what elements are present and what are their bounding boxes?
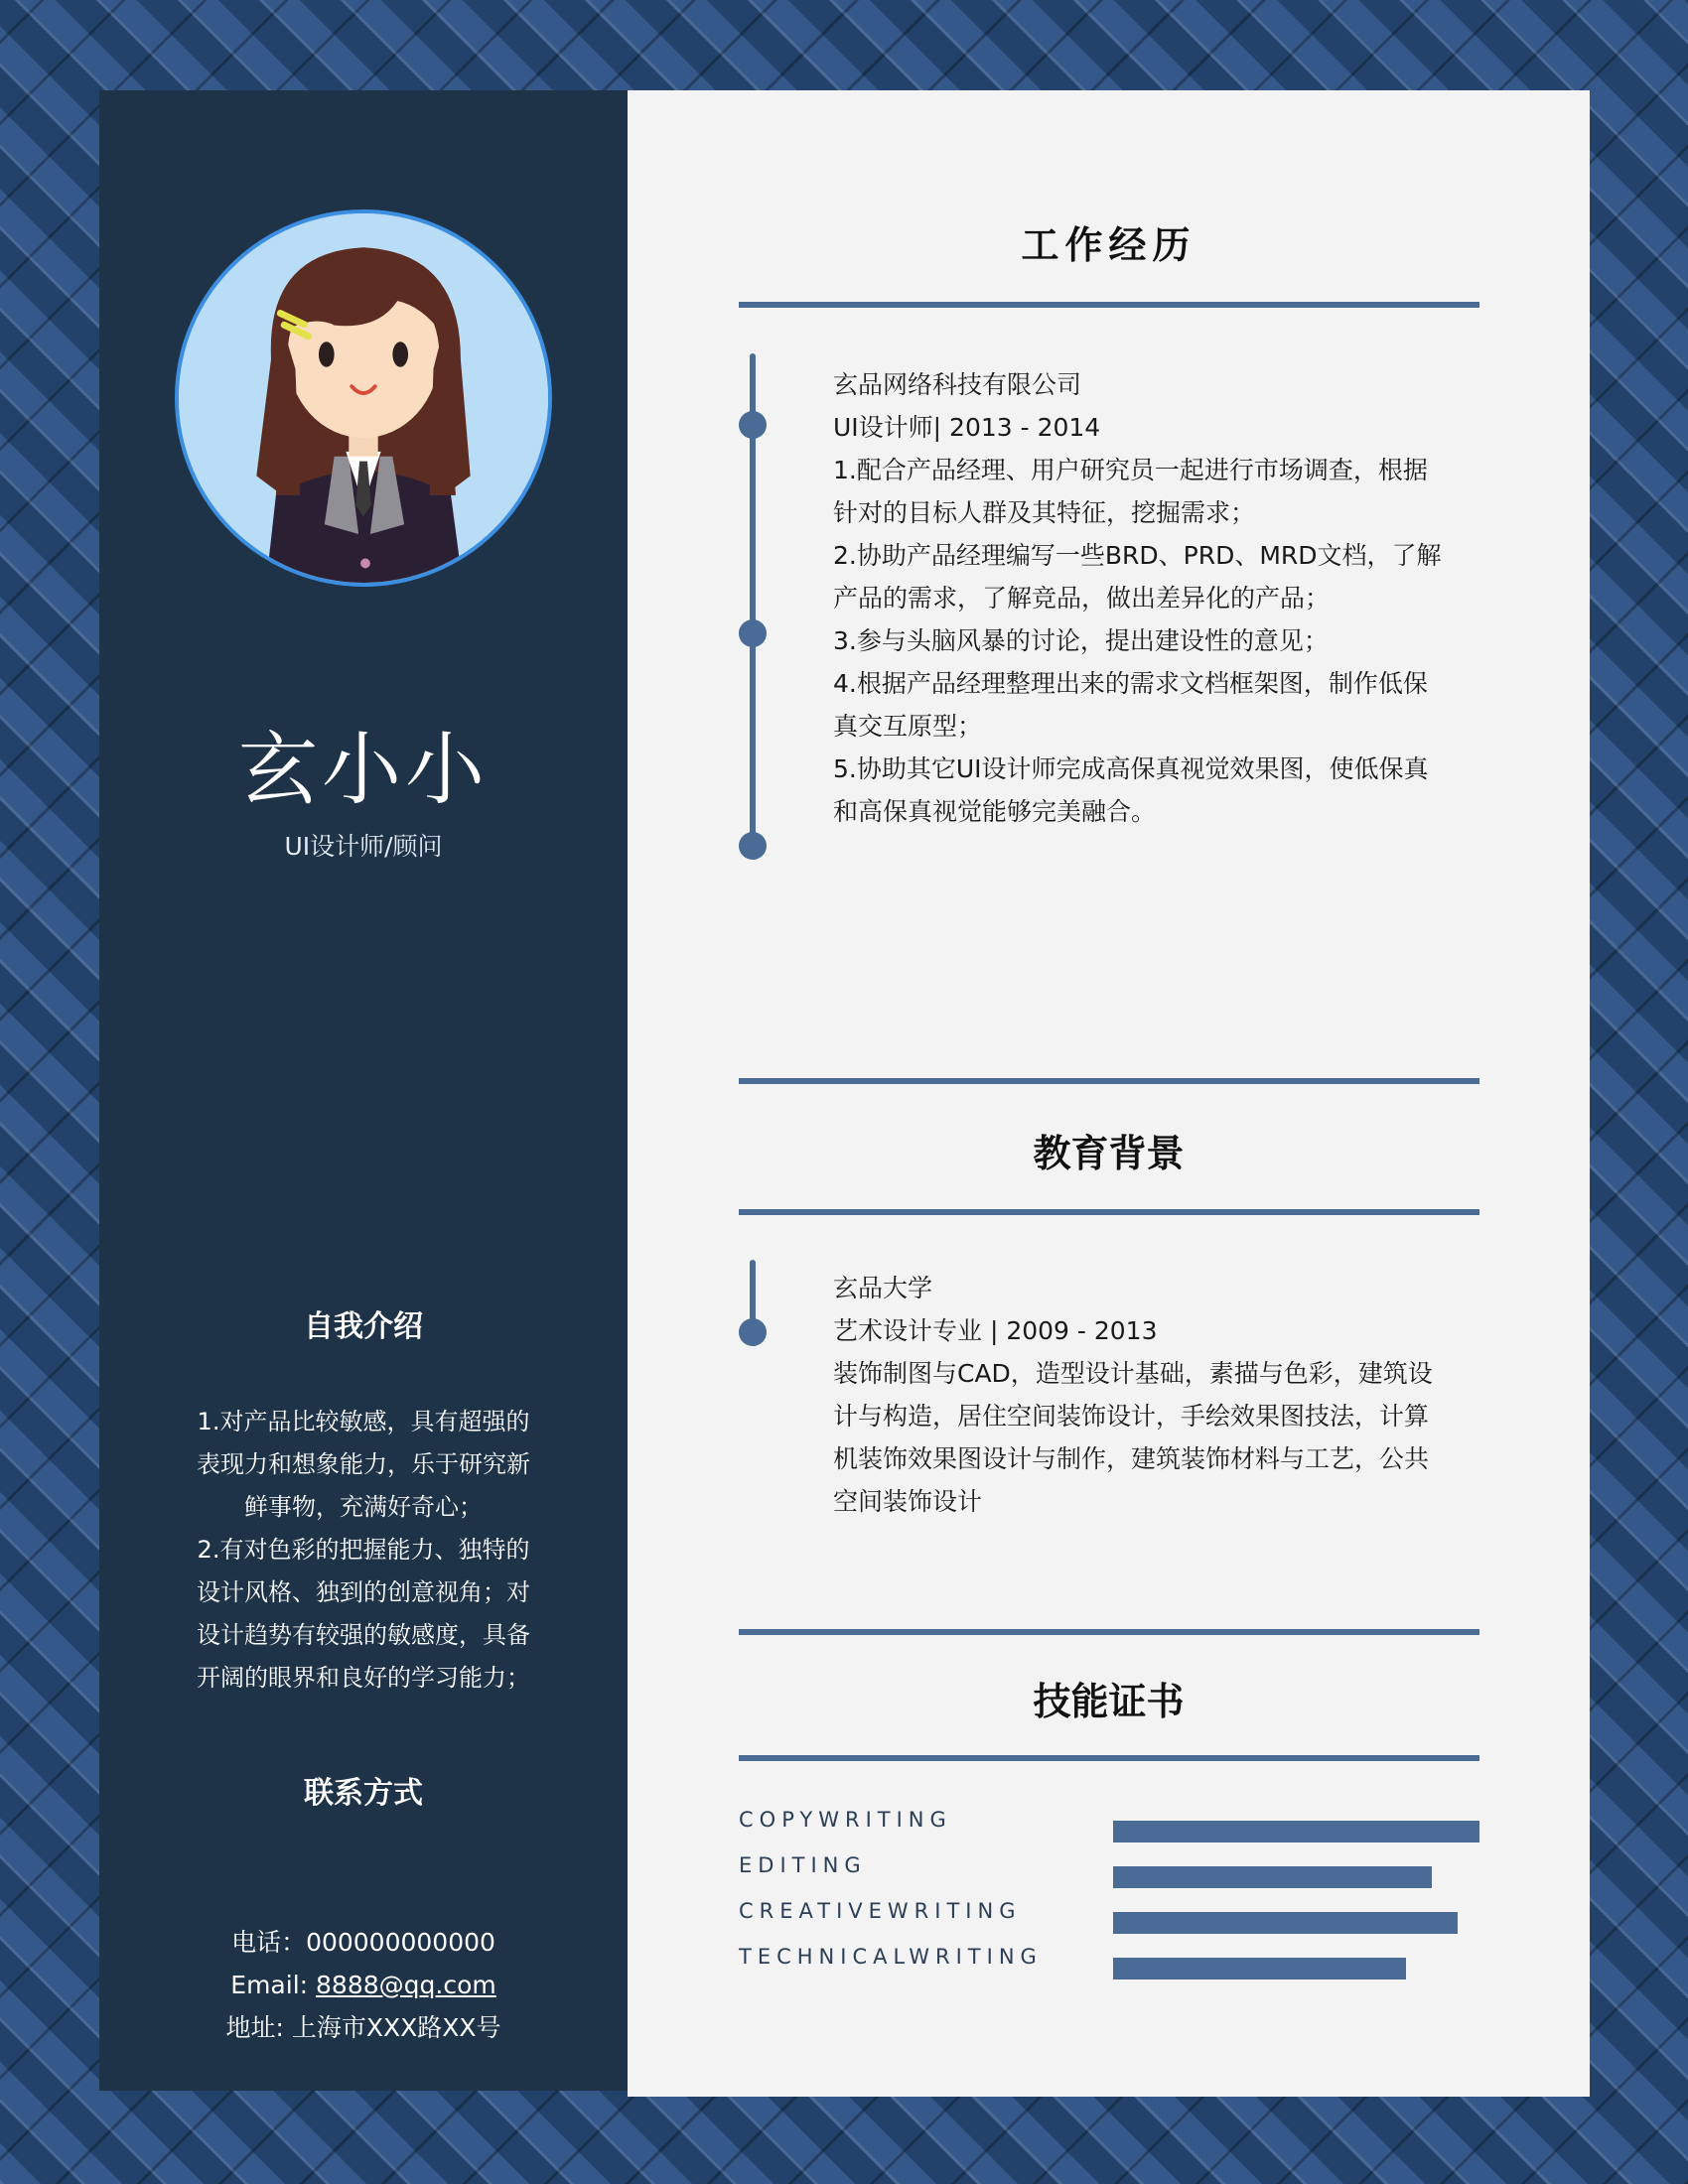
education-line: 机装饰效果图设计与制作，建筑装饰材料与工艺，公共 <box>833 1444 1430 1473</box>
work-line: 2.协助产品经理编写一些BRD、PRD、MRD文档，了解 <box>833 541 1442 570</box>
education-line: 装饰制图与CAD，造型设计基础，素描与色彩，建筑设 <box>833 1359 1433 1388</box>
skill-label-copywriting: COPYWRITING <box>739 1808 952 1832</box>
education-school: 玄品大学 <box>833 1274 933 1302</box>
work-line: 和高保真视觉能够完美融合。 <box>833 797 1157 826</box>
work-line: 针对的目标人群及其特征，挖掘需求； <box>833 498 1256 527</box>
work-line: 4.根据产品经理整理出来的需求文档框架图，制作低保 <box>833 669 1428 698</box>
skill-label-technicalwriting: TECHNICALWRITING <box>739 1945 1043 1969</box>
work-position: UI设计师| 2013 - 2014 <box>833 413 1101 442</box>
work-line: 3.参与头脑风暴的讨论，提出建设性的意见； <box>833 626 1329 655</box>
timeline-dot <box>739 832 767 860</box>
work-details <box>833 363 1449 833</box>
timeline-dot <box>739 619 767 647</box>
skills-heading: 技能证书 <box>1033 1680 1185 1723</box>
education-divider-top <box>739 1078 1479 1084</box>
work-line: 5.协助其它UI设计师完成高保真视觉效果图，使低保真 <box>833 754 1429 783</box>
intro-line: 设计风格、独到的创意视角；对 <box>197 1578 530 1606</box>
contact-phone: 电话：000000000000 <box>231 1928 495 1957</box>
work-line: 产品的需求，了解竞品，做出差异化的产品； <box>833 584 1331 613</box>
education-divider <box>739 1209 1479 1215</box>
skills-divider-top <box>739 1629 1479 1635</box>
sidebar <box>99 90 628 2091</box>
girl-avatar-icon <box>179 213 548 583</box>
work-divider <box>739 302 1479 308</box>
intro-line: 设计趋势有较强的敏感度，具备 <box>197 1621 530 1649</box>
profile-name: 玄小小 <box>238 724 489 816</box>
work-line: 真交互原型； <box>833 712 983 741</box>
skills-divider <box>739 1755 1479 1761</box>
skill-label-creativewriting: CREATIVEWRITING <box>739 1899 1022 1923</box>
intro-text <box>179 1401 548 1700</box>
skill-label-editing: EDITING <box>739 1853 867 1877</box>
intro-line: 鲜事物，充满好奇心； <box>244 1493 483 1521</box>
avatar <box>175 209 552 587</box>
skill-bar <box>1113 1866 1432 1888</box>
timeline-dot <box>739 411 767 439</box>
contact-email-link[interactable]: 8888@qq.com <box>316 1971 496 1999</box>
education-details <box>833 1267 1449 1523</box>
intro-heading: 自我介绍 <box>304 1309 423 1344</box>
work-company: 玄品网络科技有限公司 <box>833 370 1082 399</box>
skill-bar <box>1113 1958 1406 1979</box>
skill-bar <box>1113 1821 1479 1843</box>
work-heading: 工作经历 <box>1021 223 1196 267</box>
education-line: 空间装饰设计 <box>833 1487 983 1516</box>
intro-line: 表现力和想象能力，乐于研究新 <box>197 1450 530 1478</box>
resume-sheet <box>99 90 1590 2097</box>
intro-line: 1.对产品比较敏感，具有超强的 <box>197 1408 530 1435</box>
contact-email-row <box>179 1964 548 2006</box>
contact-address: 地址: 上海市XXX路XX号 <box>225 2013 501 2042</box>
timeline-dot <box>739 1318 767 1346</box>
skill-bar <box>1113 1912 1458 1934</box>
education-heading: 教育背景 <box>1033 1132 1185 1175</box>
contact-email-label: Email: <box>230 1971 317 1999</box>
contact-info <box>179 1921 548 2049</box>
work-line: 1.配合产品经理、用户研究员一起进行市场调查，根据 <box>833 456 1428 484</box>
main-content <box>628 90 1590 2097</box>
profile-role: UI设计师/顾问 <box>284 832 443 861</box>
intro-line: 2.有对色彩的把握能力、独特的 <box>197 1536 530 1564</box>
education-line: 计与构造，居住空间装饰设计，手绘效果图技法，计算 <box>833 1402 1430 1431</box>
contact-heading: 联系方式 <box>304 1776 423 1811</box>
education-major: 艺术设计专业 | 2009 - 2013 <box>833 1316 1158 1345</box>
intro-line: 开阔的眼界和良好的学习能力； <box>197 1664 530 1692</box>
